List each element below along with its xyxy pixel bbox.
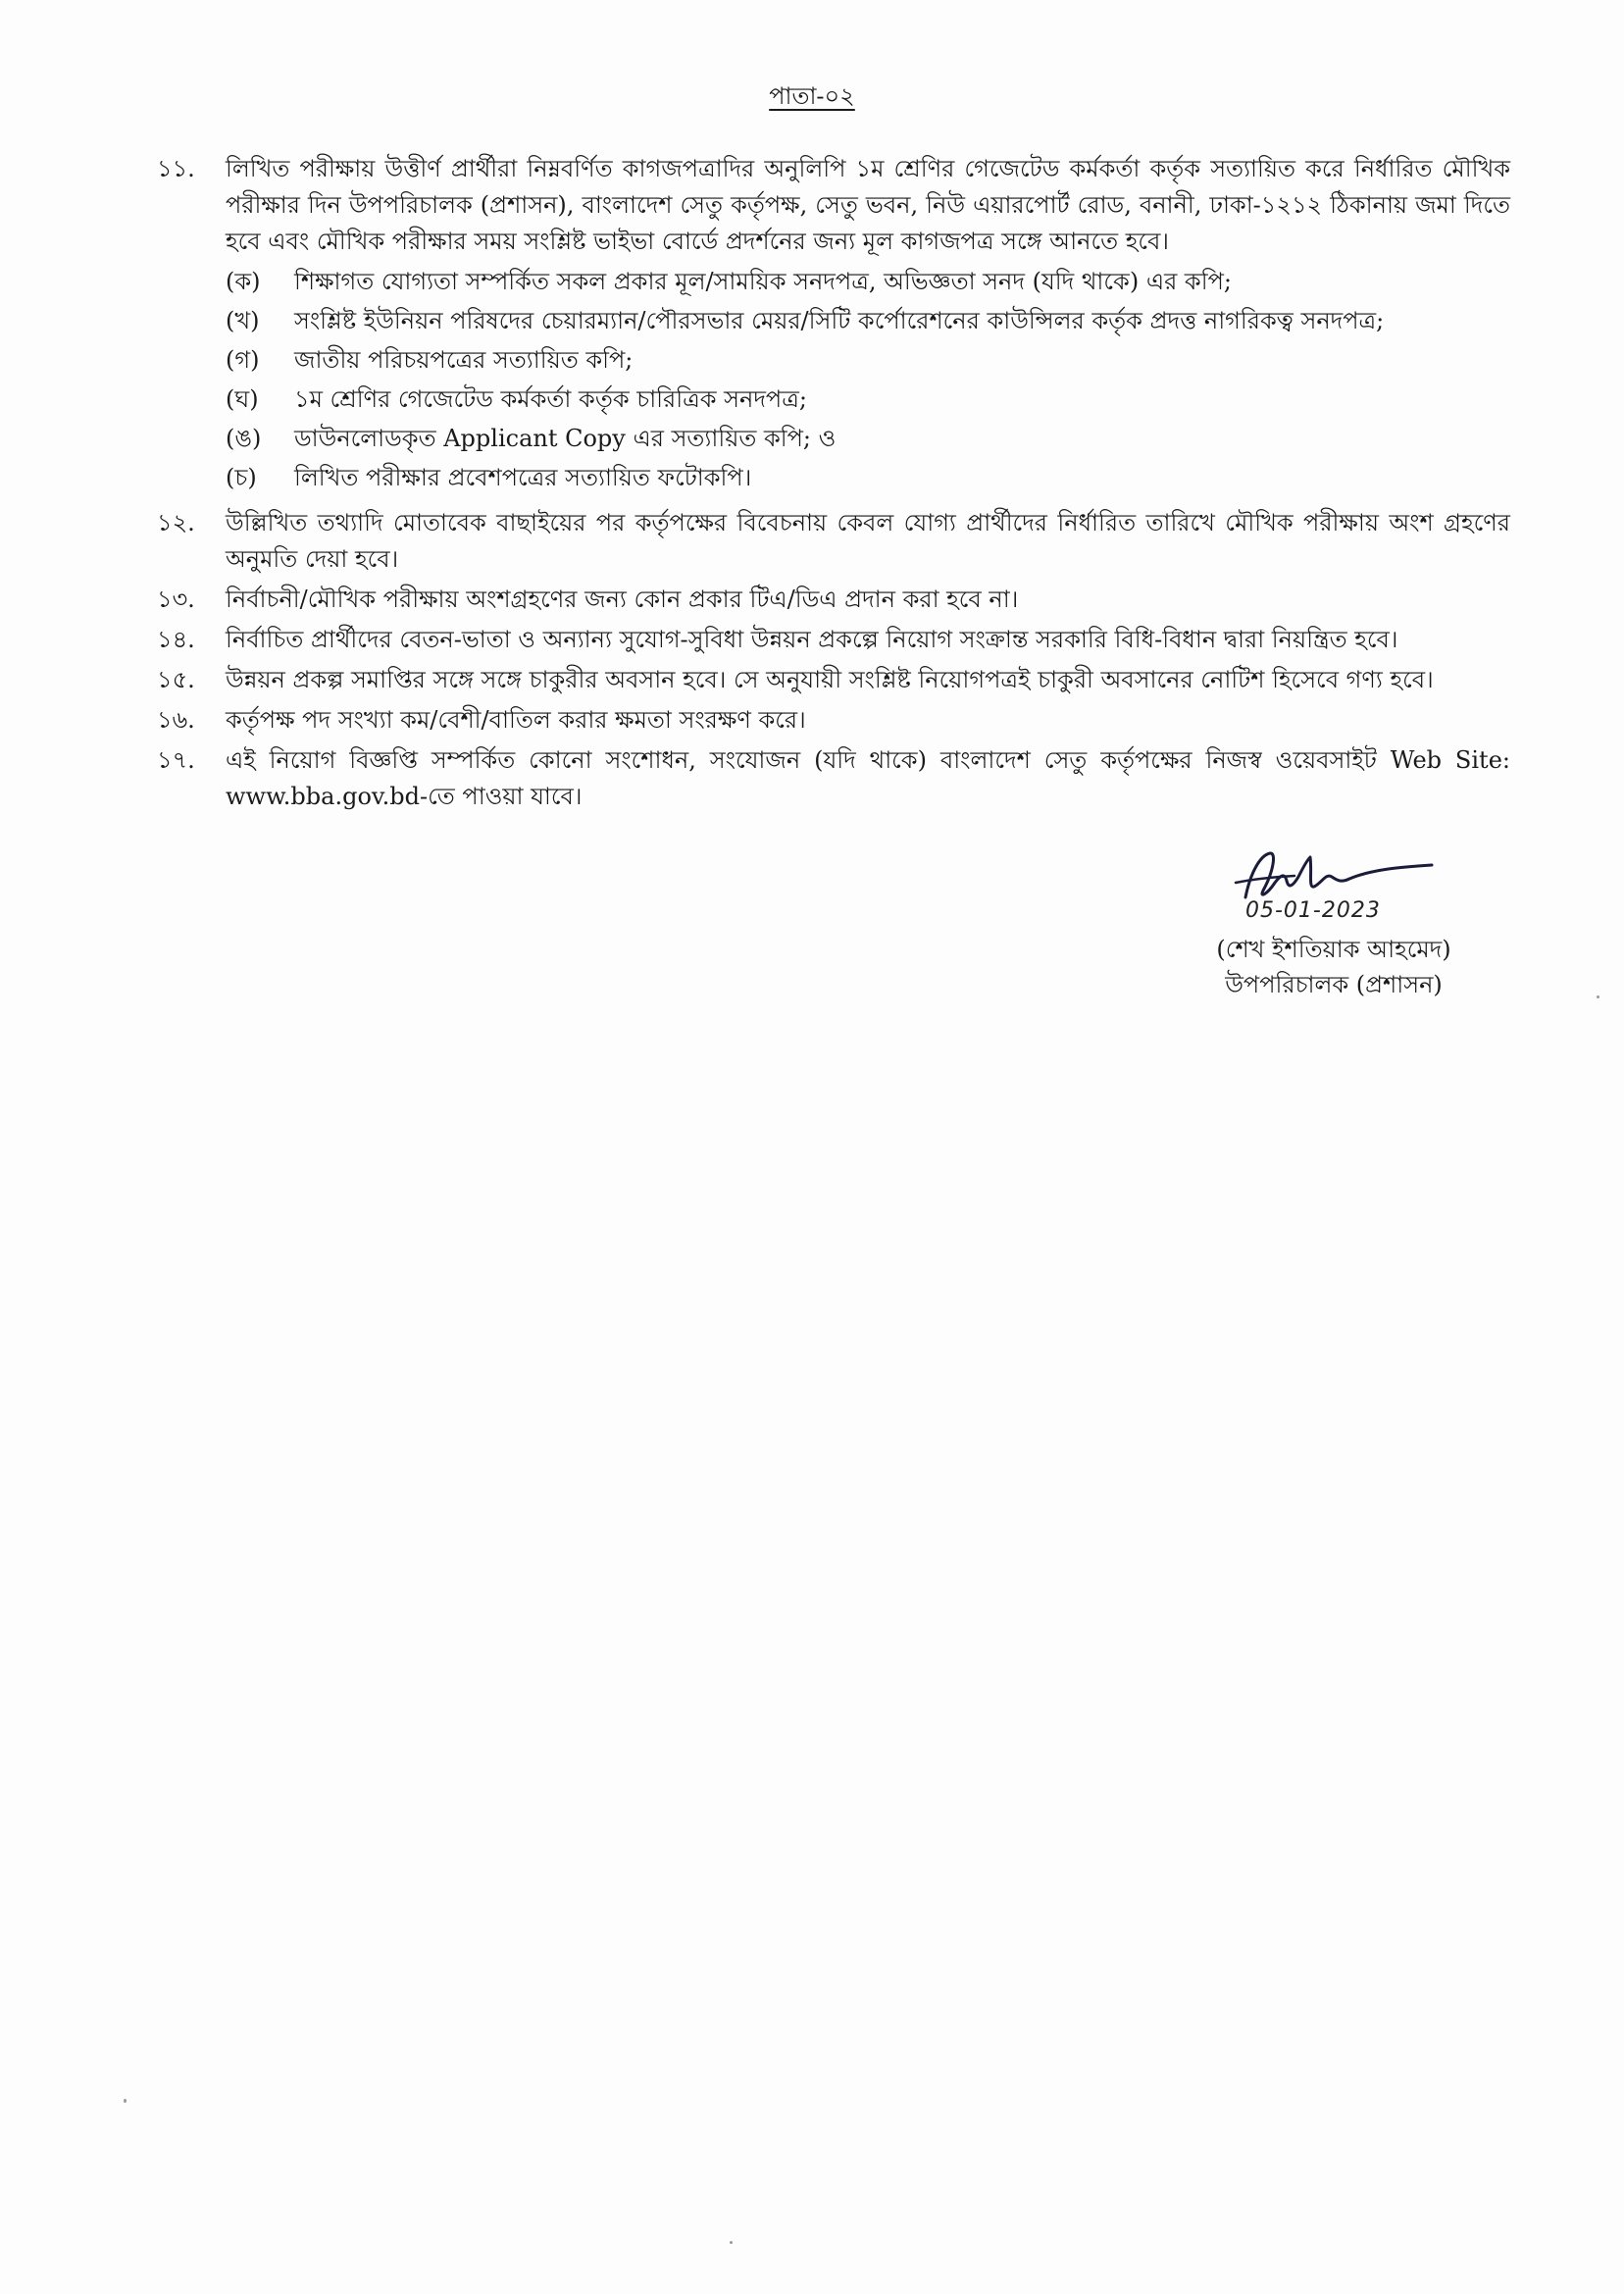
list-item xyxy=(226,419,1510,458)
item-text: এই নিয়োগ বিজ্ঞপ্তি সম্পর্কিত কোনো সংশোধন, সংযোজন (যদি থাকে) বাংলাদেশ সেতু কর্তৃপক্ষের নিজস্ব ওয়েবসাইট Web Site: www.bba.gov.bd-তে পাওয়া যাবে। xyxy=(226,746,1510,810)
item-text: লিখিত পরীক্ষায় উত্তীর্ণ প্রার্থীরা নিম্নবর্ণিত কাগজপত্রাদির অনুলিপি ১ম শ্রেণির গেজেটেড কর্মকর্তা কর্তৃক সত্যায়িত করে নির্ধারিত মৌখিক পরীক্ষার দিন উপপরিচালক (প্রশাসন), বাংলাদেশ সেতু কর্তৃপক্ষ, সেতু ভবন, নিউ এয়ারপোর্ট রোড, বনানী, ঢাকা-১২১২ ঠিকানায় জমা দিতে হবে এবং মৌখিক পরীক্ষার সময় সংশ্লিষ্ট ভাইভা বোর্ডে প্রদর্শনের জন্য মূল কাগজপত্র সঙ্গে আনতে হবে। xyxy=(226,155,1510,255)
notice-item-13 xyxy=(157,582,1510,618)
scan-speck xyxy=(730,2241,733,2244)
sub-item-text: জাতীয় পরিচয়পত্রের সত্যায়িত কপি; xyxy=(294,346,634,374)
sub-item-number: (ঙ) xyxy=(226,425,262,452)
sub-item-number: (গ) xyxy=(226,346,260,374)
sub-item-number: (খ) xyxy=(226,307,260,334)
item-number: ১৭. xyxy=(157,746,195,774)
signer-title: উপপরিচালক (প্রশাসন) xyxy=(1225,971,1443,998)
sub-item-text: শিক্ষাগত যোগ্যতা সম্পর্কিত সকল প্রকার মূল/সাময়িক সনদপত্র, অভিজ্ঞতা সনদ (যদি থাকে) এর কপি; xyxy=(294,268,1232,295)
notice-item-11 xyxy=(157,151,1510,501)
notice-item-12 xyxy=(157,505,1510,578)
item-number: ১৫. xyxy=(157,666,195,693)
sub-item-text: ১ম শ্রেণির গেজেটেড কর্মকর্তা কর্তৃক চারিত্রিক সনদপত্র; xyxy=(294,385,807,413)
signature-date: 05-01-2023 xyxy=(1245,898,1381,923)
notice-items xyxy=(157,151,1510,819)
sub-item-text: সংশ্লিষ্ট ইউনিয়ন পরিষদের চেয়ারম্যান/পৌরসভার মেয়র/সিটি কর্পোরেশনের কাউন্সিলর কর্তৃক প্রদত্ত নাগরিকত্ব সনদপত্র; xyxy=(294,307,1385,334)
list-item xyxy=(226,458,1510,497)
signature xyxy=(1177,843,1491,932)
notice-item-14 xyxy=(157,622,1510,658)
sub-item-text: ডাউনলোডকৃত Applicant Copy এর সত্যায়িত কপি; ও xyxy=(294,425,837,452)
item-text: নির্বাচনী/মৌখিক পরীক্ষায় অংশগ্রহণের জন্য কোন প্রকার টিএ/ডিএ প্রদান করা হবে না। xyxy=(226,586,1019,613)
item-text: উন্নয়ন প্রকল্প সমাপ্তির সঙ্গে সঙ্গে চাকুরীর অবসান হবে। সে অনুযায়ী সংশ্লিষ্ট নিয়োগপত্রই চাকুরী অবসানের নোটিশ হিসেবে গণ্য হবে। xyxy=(226,666,1434,693)
item-text: উল্লিখিত তথ্যাদি মোতাবেক বাছাইয়ের পর কর্তৃপক্ষের বিবেচনায় কেবল যোগ্য প্রার্থীদের নির্ধারিত তারিখে মৌখিক পরীক্ষায় অংশ গ্রহণের অনুমতি দেয়া হবে। xyxy=(226,509,1510,573)
notice-item-15 xyxy=(157,662,1510,698)
signer-name: (শেখ ইশতিয়াক আহমেদ) xyxy=(1216,936,1451,963)
notice-item-16 xyxy=(157,702,1510,739)
item-number: ১৬. xyxy=(157,706,195,734)
item-number: ১৪. xyxy=(157,626,195,653)
required-documents-list xyxy=(226,262,1510,497)
item-text: নির্বাচিত প্রার্থীদের বেতন-ভাতা ও অন্যান্য সুযোগ-সুবিধা উন্নয়ন প্রকল্পে নিয়োগ সংক্রান্ত সরকারি বিধি-বিধান দ্বারা নিয়ন্ত্রিত হবে। xyxy=(226,626,1398,653)
item-number: ১২. xyxy=(157,509,195,536)
sub-item-text: লিখিত পরীক্ষার প্রবেশপত্রের সত্যায়িত ফটোকপি। xyxy=(294,464,752,491)
signature-block xyxy=(1177,843,1491,1002)
list-item xyxy=(226,262,1510,301)
page-number: পাতা-০২ xyxy=(769,82,855,110)
item-number: ১১. xyxy=(157,155,195,182)
list-item xyxy=(226,301,1510,340)
list-item xyxy=(226,340,1510,380)
sub-item-number: (ক) xyxy=(226,268,261,295)
item-text: কর্তৃপক্ষ পদ সংখ্যা কম/বেশী/বাতিল করার ক্ষমতা সংরক্ষণ করে। xyxy=(226,706,806,734)
sub-item-number: (চ) xyxy=(226,464,257,491)
scan-speck xyxy=(124,2099,127,2103)
notice-item-17 xyxy=(157,742,1510,815)
scan-speck xyxy=(1597,995,1599,998)
list-item xyxy=(226,380,1510,419)
item-number: ১৩. xyxy=(157,586,195,613)
sub-item-number: (ঘ) xyxy=(226,385,259,413)
